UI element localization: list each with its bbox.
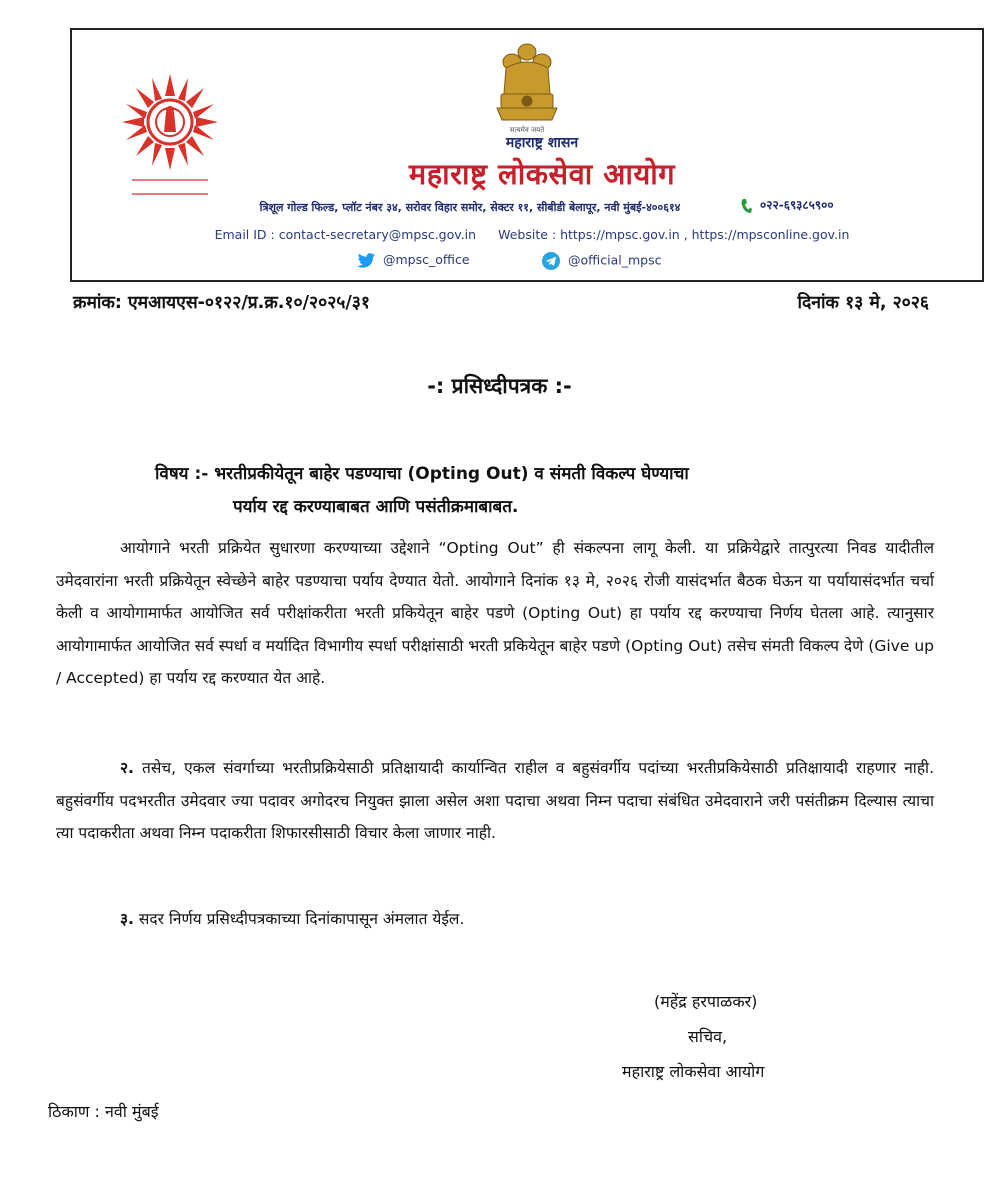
notice-title: -: प्रसिध्दीपत्रक :-	[427, 374, 572, 398]
paragraph-1: आयोगाने भरती प्रक्रियेत सुधारणा करण्याच्या उद्देशाने “Opting Out” ही संकल्पना लागू केली. या प्रक्रियेद्वारे तात्पुरत्या निवड यादीतील उमेदवारांना भरती प्रक्रियेतून स्वेच्छेने बाहेर पडण्याचा पर्याय देण्यात येतो. आयोगाने दिनांक १३ मे, २०२६ रोजी यासंदर्भात बैठक घेऊन या पर्यायासंदर्भात चर्चा केली व आयोगामार्फत आयोजित सर्व परीक्षांकरीता भरती प्रकियेतून बाहेर पडणे (Opting Out) हा पर्याय रद्द करण्याचा निर्णय घेतला आहे. त्यानुसार आयोगामार्फत आयोजित सर्व स्पर्धा व मर्यादित विभागीय स्पर्धा परीक्षांसाठी भरती प्रकियेतून बाहेर पडणे (Opting Out) तसेच संमती विकल्प देणे (Give up / Accepted) हा पर्याय रद्द करण्यात येत आहे.	[56, 539, 934, 687]
phone-number: ०२२-६९३८५९००	[760, 198, 834, 212]
website-link[interactable]: Website : https://mpsc.gov.in , https://mpsconline.gov.in	[498, 227, 850, 242]
office-address: त्रिशूल गोल्ड फिल्ड, प्लॉट नंबर ३४, सरोवर विहार समोर, सेक्टर ११, सीबीडी बेलापूर, नवी मुंबई-४००६१४	[259, 201, 681, 214]
phone-icon	[740, 198, 752, 214]
paragraph-2-number: २.	[120, 759, 134, 777]
twitter-handle-text: @mpsc_office	[383, 252, 470, 267]
telegram-handle-text: @official_mpsc	[568, 252, 662, 268]
government-name: महाराष्ट्र शासन	[505, 135, 579, 151]
place: ठिकाण : नवी मुंबई	[48, 1102, 159, 1121]
signatory-designation: सचिव,	[688, 1027, 728, 1046]
telegram-icon	[542, 252, 560, 270]
reference-number: क्रमांक: एमआयएस-०१२२/प्र.क्र.१०/२०२५/३१	[73, 293, 370, 313]
email-link[interactable]: Email ID : contact-secretary@mpsc.gov.in	[214, 227, 477, 242]
mpsc-logo-icon	[120, 70, 220, 200]
ashoka-emblem-icon	[492, 38, 562, 128]
letterhead	[70, 28, 984, 282]
paragraph-3-text: सदर निर्णय प्रसिध्दीपत्रकाच्या दिनांकापासून अंमलात येईल.	[133, 910, 465, 928]
subject-line-1: विषय :- भरतीप्रकीयेतून बाहेर पडण्याचा (Opting Out) व संमती विकल्प घेण्याचा	[155, 464, 689, 484]
paragraph-3	[56, 903, 934, 936]
subject-line-2: पर्याय रद्द करण्याबाबत आणि पसंतीक्रमाबाबत.	[233, 497, 519, 517]
reference-date: दिनांक १३ मे, २०२६	[797, 293, 929, 313]
contact-line	[132, 227, 932, 242]
signatory-organization: महाराष्ट्र लोकसेवा आयोग	[622, 1062, 765, 1081]
paragraph-2-text: तसेच, एकल संवर्गाच्या भरतीप्रक्रियेसाठी प्रतिक्षायादी कार्यान्वित राहील व बहुसंवर्गीय पदांच्या भरतीप्रकियेसाठी प्रतिक्षायादी राहणार नाही. बहुसंवर्गीय पदभरतीत उमेदवार ज्या पदावर अगोदरच नियुक्त झाला असेल अशा पदाचा अथवा निम्न पदाचा संबंधित उमेदवाराने जरी पसंतीक्रम दिल्यास त्याचा त्या पदाकरीता अथवा निम्न पदाकरीता शिफारसीसाठी विचार केला जाणार नाही.	[56, 759, 934, 842]
signatory-name: (महेंद्र हरपाळकर)	[654, 992, 758, 1011]
paragraph-3-number: ३.	[120, 910, 134, 928]
telegram-handle[interactable]	[542, 252, 661, 270]
organization-name: महाराष्ट्र लोकसेवा आयोग	[408, 157, 676, 191]
twitter-handle[interactable]	[357, 252, 470, 268]
paragraph-2	[56, 752, 934, 850]
twitter-icon	[357, 253, 375, 268]
phone-contact	[740, 196, 834, 214]
emblem-motto: सत्यमेव जयते	[509, 126, 545, 134]
